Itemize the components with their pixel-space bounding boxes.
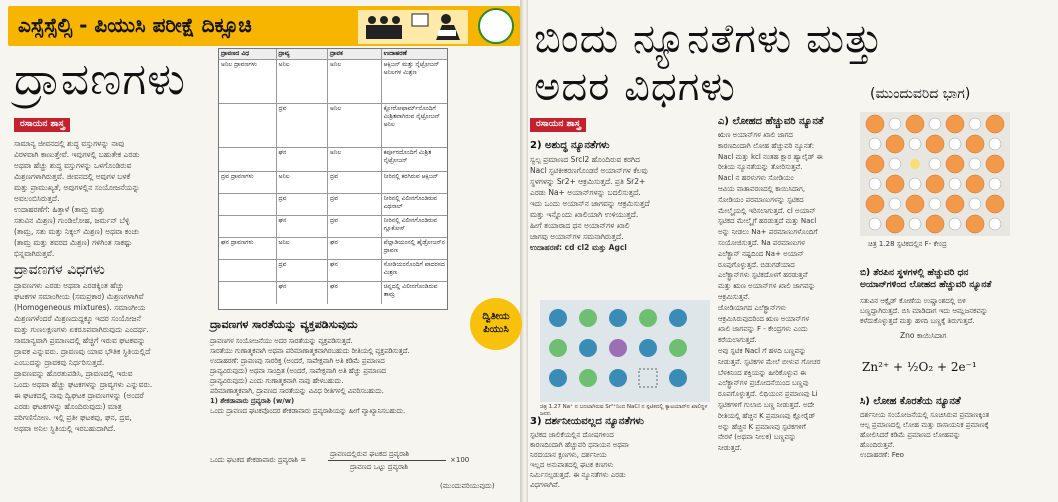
students-reading-icon — [358, 10, 468, 44]
f-centre-lattice-figure — [860, 112, 1010, 236]
solutions-table — [218, 48, 448, 310]
table-row: ದ್ರವ ಅನಿಲ ಕ್ಲೋರೋಫಾರ್ಮ್‌ನೊಂದಿಗೆ ಮಿಶ್ರಿತವಾಗಿರುವ ನೈಟ್ರೋಜನ್ ಅನಿಲ — [219, 104, 447, 148]
impurity-defects-heading: 2) ಅಶುದ್ಧ ನ್ಯೂನತೆಗಳು — [530, 140, 610, 151]
interstitial-heading-2: ಅಯಾನ್‌ಗಳಿಂದ ಲೋಹದ ಹೆಚ್ಚುವರಿ ನ್ಯೂನತೆ — [860, 280, 992, 290]
equation-numerator: ದ್ರಾವಣದಲ್ಲಿರುವ ಘಟಕದ ದ್ರವ್ಯರಾಶಿ — [330, 450, 410, 458]
section-tag-right: ರಸಾಯನ ಶಾಸ್ತ್ರ — [530, 118, 586, 132]
table-row: ಅನಿಲ ದ್ರಾವಣಗಳು ಅನಿಲ ಅನಿಲ ಆಕ್ಸಿಜನ್ ಮತ್ತು ನೈಟ್ರೋಜನ್ ಅನಿಲಗಳ ಮಿಶ್ರಣ — [219, 60, 447, 104]
header-banner — [8, 6, 520, 46]
types-text: ದ್ರಾವಣಗಳು ಎರಡು ಅಥವಾ ಎರಡಕ್ಕಿಂತ ಹೆಚ್ಚು ಘಟಕಗಳ ಸಮಾಂಗೀಯ (ಸಮಪ್ರಕಾರ) ಮಿಶ್ರಣಗಳಾಗಿವೆ (Homogeneous mixtures). ಸಮಾಂಗೀಯ ಮಿಶ್ರಣಗಳೆಂದರೆ ಮಿಶ್ರಣದುದ್ದಕ್ಕೂ ಇದರ ಸಂಯೋಜನೆ ಮತ್ತು ಗುಣಲಕ್ಷಣಗಳು ಏಕರೂಪವಾಗಿರುವುದು ಎಂದರ್ಥ. ಸಾಮಾನ್ಯವಾಗಿ ಪ್ರಮಾಣದಲ್ಲಿ ಹೆಚ್ಚಿಗೆ ಇರುವ ಘಟಕವನ್ನು ದ್ರಾವಕ ಎನ್ನುವರು. ದ್ರಾವಣವು ಯಾವ ಭೌತಿಕ ಸ್ಥಿತಿಯಲ್ಲಿದೆ ಎಂಬುದನ್ನು ದ್ರಾವಕವು ನಿರ್ಧರಿಸುತ್ತದೆ. ದ್ರಾವಣವನ್ನು ಹೊರತುಪಡಿಸಿ, ದ್ರಾವಣದಲ್ಲಿ ಇರುವ ಒಂದು ಅಥವಾ ಹೆಚ್ಚು ಘಟಕಗಳನ್ನು ದ್ರಾವ್ಯಗಳು ಎನ್ನುವರು. ಈ ಘಟಕದಲ್ಲಿ ನಾವು ದ್ವಿಘಟಕ ದ್ರಾವಣಗಳನ್ನು (ಅಂದರೆ ಎರಡು ಘಟಕಗಳನ್ನು ಹೊಂದಿರುವುದು) ಮಾತ್ರ ಪರಿಗಣಿಸೋಣ. ಇಲ್ಲಿ ಪ್ರತೀ ಘಟಕವು, ಘನ, ದ್ರವ, ಅಥವಾ ಅನಿಲ ಸ್ಥಿತಿಯಲ್ಲಿ ಇರಬಹುದಾಗಿದೆ. — [14, 281, 153, 433]
impurity-defects-text: ಸ್ವಲ್ಪ ಪ್ರಮಾಣದ Srcl2 ಹೊಂದಿರುವ ಕರಗಿದ Nacl ಸ್ಫಟಿಕೀಕರಣಗೊಂಡರೆ ಅಯಾನ್‌ಗಳ ಕೆಲವು ಸ್ಥಳಗಳನ್ನು Sr2+ ಆಕ್ರಮಿಸುತ್ತದೆ. ಪ್ರತಿ Sr2+ ಎರಡು Na+ ಅಯಾನ್‌ಗಳನ್ನು ಬದಲಿಸುತ್ತದೆ. ಇದು ಒಂದು ಅಯಾನ್‌ನ ಜಾಗವನ್ನು ಆಕ್ರಮಿಸುತ್ತದೆ ಮತ್ತು ಇನ್ನೊಂದು ಖಾಲಿಯಾಗಿ ಉಳಿಯುತ್ತದೆ. ಹೀಗೆ ತಯಾರಾದ ಧನ ಅಯಾನ್‌ಗಳ ಖಾಲಿ ಜಾಗವು ಅಯಾನ್‌ಗಳ ಸಮನಾಗಿರುತ್ತದೆ. ಉದಾಹರಣೆ: cd cl2 ಮತ್ತು Agcl — [530, 155, 650, 252]
zno-heating-label: Zno ಕಾಯಿಸಿದಾಗ — [900, 331, 947, 340]
page-gutter — [520, 0, 528, 502]
concentration-text: ದ್ರಾವಣಗಳ ಸಂಯೋಜನೆಯು ಅದರ ಸಾರತೆಯನ್ನು ವ್ಯಕ್ತಪಡಿಸುತ್ತದೆ. ಸಾರತೆಯು ಗುಣಾತ್ಮಕವಾಗಿ ಅಥವಾ ಪರಿಮಾಣಾತ್ಮಕವಾಗಿರಬಹುದು ರೀತಿಯಲ್ಲಿ ವ್ಯಕ್ತಪಡಿಸುತ್ತದೆ. ಉದಾಹರಣೆ: ದ್ರಾವಣವು ಸಾರರಿಕ್ತ (ಅಂದರೆ, ಸಾಪೇಕ್ಷವಾಗಿ ಅತಿ ಕಡಿಮೆ ಪ್ರಮಾಣದ ದ್ರಾವ್ಯವಿರುವುದು) ಅಥವಾ ಸಾಂದ್ರಿತ (ಅಂದರೆ, ಸಾಪೇಕ್ಷವಾಗಿ ಅತಿ ಹೆಚ್ಚು ಪ್ರಮಾಣದ ದ್ರಾವ್ಯವಿರುವುದು) ಎಂದು ಗುಣಾತ್ಮಕವಾಗಿ ನಾವು ಹೇಳಬಹುದು. ಪರಿಮಾಣಾತ್ಮಕವಾಗಿ, ದ್ರಾವಣದ ಸಾರತೆಯನ್ನು ವಿವಿಧ ರೀತಿಗಳಲ್ಲಿ ವಿವರಿಸಬಹುದು. 1) ಶೇಕಡಾವಾರು ದ್ರವ್ಯರಾಶಿ (w/w) ಒಂದು ದ್ರಾವಣದ ಘಟಕವೊಂದರ ಶೇಕಡಾವಾರು ದ್ರವ್ಯರಾಶಿಯನ್ನು ಹೀಗೆ ವ್ಯಾಖ್ಯಾನಿಸಬಹುದು. — [210, 337, 410, 415]
page-title-right-line2: ಅದರ ವಿಧಗಳು — [534, 64, 736, 110]
nonstoichiometric-text: ಸ್ಫಟಿಕದ ಜಾಲಿಕೆಯಲ್ಲಿನ ದೋಷಗಳಿಂದ ಕಾರಣದಿಂದಾಗಿ ಹೆಚ್ಚುವರಿ ಧನಾಯನ ಅಥವಾ ನಿರದಯಾನ ಕ್ಷಣಗಳು, ದರ್ಶನೀಯ ಇಲ್ಲದ ಅನುಪಾತದಲ್ಲಿ ಘಟಕ ಕಣಗಳು ನಿರ್ಮಿಸಲ್ಪಡುತ್ತದೆ. ಈ ನ್ಯೂನತೆಗಳು ಎರಡು ವಿಧಗಳಾಗಿವೆ. — [530, 431, 629, 489]
zinc-equation: Zn²⁺ + ½O₂ + 2e⁻¹ — [862, 360, 977, 374]
page-title-right: ಬಿಂದು ನ್ಯೂನತೆಗಳು ಮತ್ತು — [534, 16, 884, 62]
section-tag-left: ರಸಾಯನ ಶಾಸ್ತ್ರ — [14, 118, 70, 132]
table-row: ಘನ ಘನ ಚಿನ್ನದಲ್ಲಿ ವಿಲೀನಗೊಂಡಿರುವ ತಾಮ್ರ — [219, 282, 447, 304]
equation-lhs: ಒಂದು ಘಟಕದ ಶೇಕಡಾವಾರು ದ್ರವ್ಯರಾಶಿ = — [210, 456, 307, 464]
lattice-caption: ಚಿತ್ರ 1.27 Na⁺ ನ ಬದಲಾಗಿರುವ Sr²⁺ನಿಂದ NaCl ನ ಸ್ಫಟಿಕದಲ್ಲಿ ಕ್ಯಾಟಯಾನ್‌ನ ಖಾಲಿಸ್ಥಳ ಜನನ. — [540, 404, 708, 417]
nonstoichiometric-heading: 3) ದರ್ಶನೀಯವಲ್ಲದ ನ್ಯೂನತೆಗಳು — [530, 416, 644, 427]
banner-title: ಎಸ್ಸೆಸ್ಸೆಲ್ಸಿ - ಪಿಯುಸಿ ಪರೀಕ್ಷೆ ದಿಕ್ಸೂಚಿ — [18, 13, 252, 37]
table-row: ಘನ ದ್ರಾವಣಗಳು ಅನಿಲ ಘನ ಪೆಲ್ಲಾಡಿಯಂನಲ್ಲಿ ಹೈಡ್ರೋಜನ್‌ನ ದ್ರಾವಣ — [219, 238, 447, 260]
metal-deficiency-text: ದರ್ಶನೀಯ ಸಂಯೋಜನೆಯಲ್ಲಿ ಸೂಚಿಸಿರುವ ಪ್ರಮಾಣಕ್ಕಿಂತ ಆಲ್ಪ ಪ್ರಮಾಣದಲ್ಲಿ ಲೋಹ ಮತ್ತು ರಾಸಾಯನಿಕ ಪ್ರಮಾಣಕ್ಕೆ ಹೋಲಿಸಿದರೆ ಕಡಿಮೆ ಪ್ರಮಾಣದ ಲೋಹವನ್ನು ಹೊಂದಿರುತ್ತವೆ. ಉದಾಹರಣೆ: Feo — [860, 411, 990, 459]
table-row: ದ್ರವ ದ್ರಾವಣಗಳು ಅನಿಲ ದ್ರವ ನೀರಿನಲ್ಲಿ ಕರಗಿರುವ ಆಕ್ಸಿಜನ್ — [219, 172, 447, 194]
page-title-left: ದ್ರಾವಣಗಳು — [14, 54, 187, 105]
second-puc-badge: ದ್ವಿತೀಯ ಪಿಯುಸಿ — [470, 298, 522, 350]
metal-excess-text: ಋಣ ಅಯಾನ್‌ಗಳ ಖಾಲಿ ಜಾಗದ ಕಾರಣದಿಂದಾಗಿ ಲೋಹ ಹೆಚ್ಚುವರಿ ನ್ಯೂನತೆ: Nacl ಮತ್ತು kcl ನಂತಹ ಕ್ಷಾರ ಹ್ಯಾಲೈಡ್ ಈ ರೀತಿಯ ನ್ಯೂನತೆಯನ್ನು ತೋರಿಸುತ್ತವೆ. Nacl ನ ಹರಳುಗಳು ಸೋಡಿಯಂ ಆವಿಯ ವಾತಾವರಣದಲ್ಲಿ ಕಾಯಿಸಿದಾಗ, ಸೋಡಿಯಂ ಪರಮಾಣುಗಳನ್ನು ಸ್ಫಟಿಕದ ಮೇಲ್ಮೈಯಲ್ಲಿ ಇರಿಸಲಾಗುತ್ತದೆ. cl ಅಯಾನ್ ಸ್ಫಟಿಕದ ಮೇಲ್ಮೈಗೆ ಹರಡುತ್ತದೆ ಮತ್ತು Nacl ಅನ್ನು ನೀಡಲು Na+ ಪರಮಾಣುಗಳೊಂದಿಗೆ ಸಂಯೋಜಿಸುತ್ತದೆ. Na ಪರಮಾಣುಗಳ ಎಲೆಕ್ಟ್ರಾನ್ ನಷ್ಟದಿಂದ Na+ ಅಯಾನ್ ರೂಪುಗೊಳ್ಳುತ್ತದೆ. ಬಿಡುಗಡೆಯಾದ ಎಲೆಕ್ಟ್ರಾನ್‌ಗಳು ಸ್ಫಟಿಕದೊಳಗೆ ಹರಡುತ್ತವೆ ಮತ್ತು ಋಣ ಅಯಾನ್‌ಗಳ ಖಾಲಿ ಜಾಗವನ್ನು ಆಕ್ರಮಿಸುತ್ತವೆ. ಜೋಡಿಯಾಗದ ಎಲೆಕ್ಟ್ರಾನ್‌ಗಳು ಆಕ್ರಮಿಸಿರುವುದರಿಂದ ಋಣ ಅಯಾನ್‌ಗಳ ಖಾಲಿ ಜಾಗವನ್ನು F - ಕೇಂದ್ರಗಳು ಎಂದು ಕರೆಯಲಾಗುತ್ತದೆ. ಅವು ಸ್ಫಟಿಕ Nacl ಗೆ ಹಳದಿ ಬಣ್ಣವನ್ನು ನೀಡುತ್ತವೆ. ಸ್ಫಟಿಕಗಳ ಮೇಲೆ ಬೀಳುವ ಗೋಚರ ಬೆಳಕಿನಿಂದ ಶಕ್ತಿಯನ್ನು ಹೀರಿಕೊಳ್ಳುವ ಈ ಎಲೆಕ್ಟ್ರಾನ್‌ಗಳ ಪ್ರಚೋದನೆಯಿಂದ ಬಣ್ಣವು ರೂಪಗೊಳ್ಳುತ್ತದೆ. ಲಿಥಿಯಂನ ಪ್ರಮಾಣವು Li ಸ್ಫಟಿಕಗಳಿಗೆ ಗುಲಾಬಿ ಬಣ್ಣ ನೀಡುತ್ತದೆ. ಅದೇ ರೀತಿಯಲ್ಲಿ ಹೆಚ್ಚಿನ K ಪ್ರಮಾಣವು ಕ್ಲೋರೈಡ್ ಅನ್ನು ಹೆಚ್ಚಿನ K ಪ್ರಮಾಣವು ಸ್ಫಟಿಕಗಳಿಗೆ ನೇರಳೆ (ಅಥವಾ ನೀಲಕ) ಬಣ್ಣವನ್ನು ನೀಡುತ್ತದೆ. — [718, 131, 823, 453]
interstitial-heading: ಬಿ) ತೆರಪಿನ ಸ್ಥಳಗಳಲ್ಲಿ ಹೆಚ್ಚುವರಿ ಧನ — [860, 268, 969, 278]
equation-multiplier: ×100 — [450, 456, 470, 464]
f-centre-caption: ಚಿತ್ರ 1.28 ಸ್ಫಟಿಕದಲ್ಲಿನ F- ಕೇಂದ್ರ — [868, 240, 947, 248]
organization-logo — [478, 8, 514, 44]
table-row: ದ್ರವ ಘನ ಸೋಡಿಯಂನೊಂದಿಗೆ ಪಾದರಸದ ಮಿಶ್ರಣ — [219, 260, 447, 282]
metal-excess-heading: ಎ) ಲೋಹದ ಹೆಚ್ಚುವರಿ ನ್ಯೂನತೆ — [718, 116, 824, 127]
table-row: ಘನ ಅನಿಲ ಕರ್ಪೂರದೊಂದಿಗೆ ಮಿಶ್ರಿತ ನೈಟ್ರೋಜನ್ — [219, 148, 447, 172]
table-header: ದ್ರಾವಣದ ವಿಧ ದ್ರಾವ್ಯ ದ್ರಾವಕ ಉದಾಹರಣೆ — [219, 49, 447, 60]
table-row: ದ್ರವ ದ್ರವ ನೀರಿನಲ್ಲಿ ವಿಲೀನಗೊಂಡಿರುವ ಎಥನಾಲ್ — [219, 194, 447, 216]
types-heading: ದ್ರಾವಣಗಳ ವಿಧಗಳು — [14, 262, 105, 278]
equation-denominator: ದ್ರಾವಣದ ಒಟ್ಟು ದ್ರವ್ಯರಾಶಿ — [350, 463, 409, 471]
f-centre-electron — [910, 159, 920, 169]
continued-part: (ಮುಂದುವರಿದ ಭಾಗ) — [870, 86, 971, 102]
fraction-bar — [328, 460, 446, 461]
metal-deficiency-heading: ಸಿ) ಲೋಹ ಕೊರತೆಯ ನ್ಯೂನತೆ — [860, 396, 961, 407]
nacl-lattice-figure — [540, 300, 710, 402]
interstitial-text: ಸತುವಿನ ಆಕ್ಸೈಡ್ ಕೋಣೆಯ ಉಷ್ಣಾಂಶದಲ್ಲಿ ಬಿಳಿ ಬಣ್ಣದ್ದಾಗಿರುತ್ತದೆ. ಬಿಸಿ ಮಾಡಿದಾಗ ಇದು ಆಮ್ಲಜನಕವನ್ನು ಕಳೆದುಕೊಳ್ಳುತ್ತದೆ ಮತ್ತು ಹಳದಿ ಬಣ್ಣಕ್ಕೆ ತಿರುಗುತ್ತದೆ. — [860, 297, 988, 325]
concentration-heading: ದ್ರಾವಣಗಳ ಸಾರತೆಯನ್ನು ವ್ಯಕ್ತಪಡಿಸುವುದು — [210, 318, 358, 331]
intro-text: ಸಾಮಾನ್ಯ ಜೀವನದಲ್ಲಿ ಶುದ್ಧ ವಸ್ತುಗಳನ್ನು ನಾವು ವಿರಳವಾಗಿ ಕಾಣುತ್ತೇವೆ. ಇವುಗಳಲ್ಲಿ ಬಹುತೇಕ ಎರಡು ಅಥವಾ ಹೆಚ್ಚು ಶುದ್ಧ ವಸ್ತುಗಳನ್ನು ಒಳಗೊಂಡಿರುವ ಮಿಶ್ರಣಗಳಾಗಿರುತ್ತವೆ. ಜೀವನದಲ್ಲಿ ಅವುಗಳ ಬಳಕೆ ಮತ್ತು ಪ್ರಾಮುಖ್ಯತೆ, ಅವುಗಳಲ್ಲಿನ ಸಂಯೋಜನೆಯನ್ನು ಅವಲಂಬಿಸಿರುತ್ತದೆ. ಉದಾಹರಣೆಗೆ: ಹಿತ್ತಾಳೆ (ತಾಮ್ರ ಮತ್ತು ಸತುವಿನ ಮಿಶ್ರಣ) ಗುಂಡಿಲೋಹ, ಜರ್ಮನ್ ಬೆಳ್ಳಿ (ತಾಮ್ರ, ಸತು ಮತ್ತು ನಿಕ್ಕಲ್ ಮಿಶ್ರಣ) ಅಥವಾ ಕಂಚು (ತಾಮ್ರ ಮತ್ತು ತವರದ ಮಿಶ್ರಣ) ಗಳಿಗಿಂತ ಸಾಕಷ್ಟು ಭಿನ್ನವಾಗಿರುತ್ತವೆ. — [14, 139, 140, 258]
continued-label: (ಮುಂದುವರಿಯುವುದು) — [440, 482, 495, 490]
table-row: ಘನ ದ್ರವ ನೀರಿನಲ್ಲಿ ವಿಲೀನಗೊಂಡಿರುವ ಗ್ಲೂಕೋಸ್ — [219, 216, 447, 238]
